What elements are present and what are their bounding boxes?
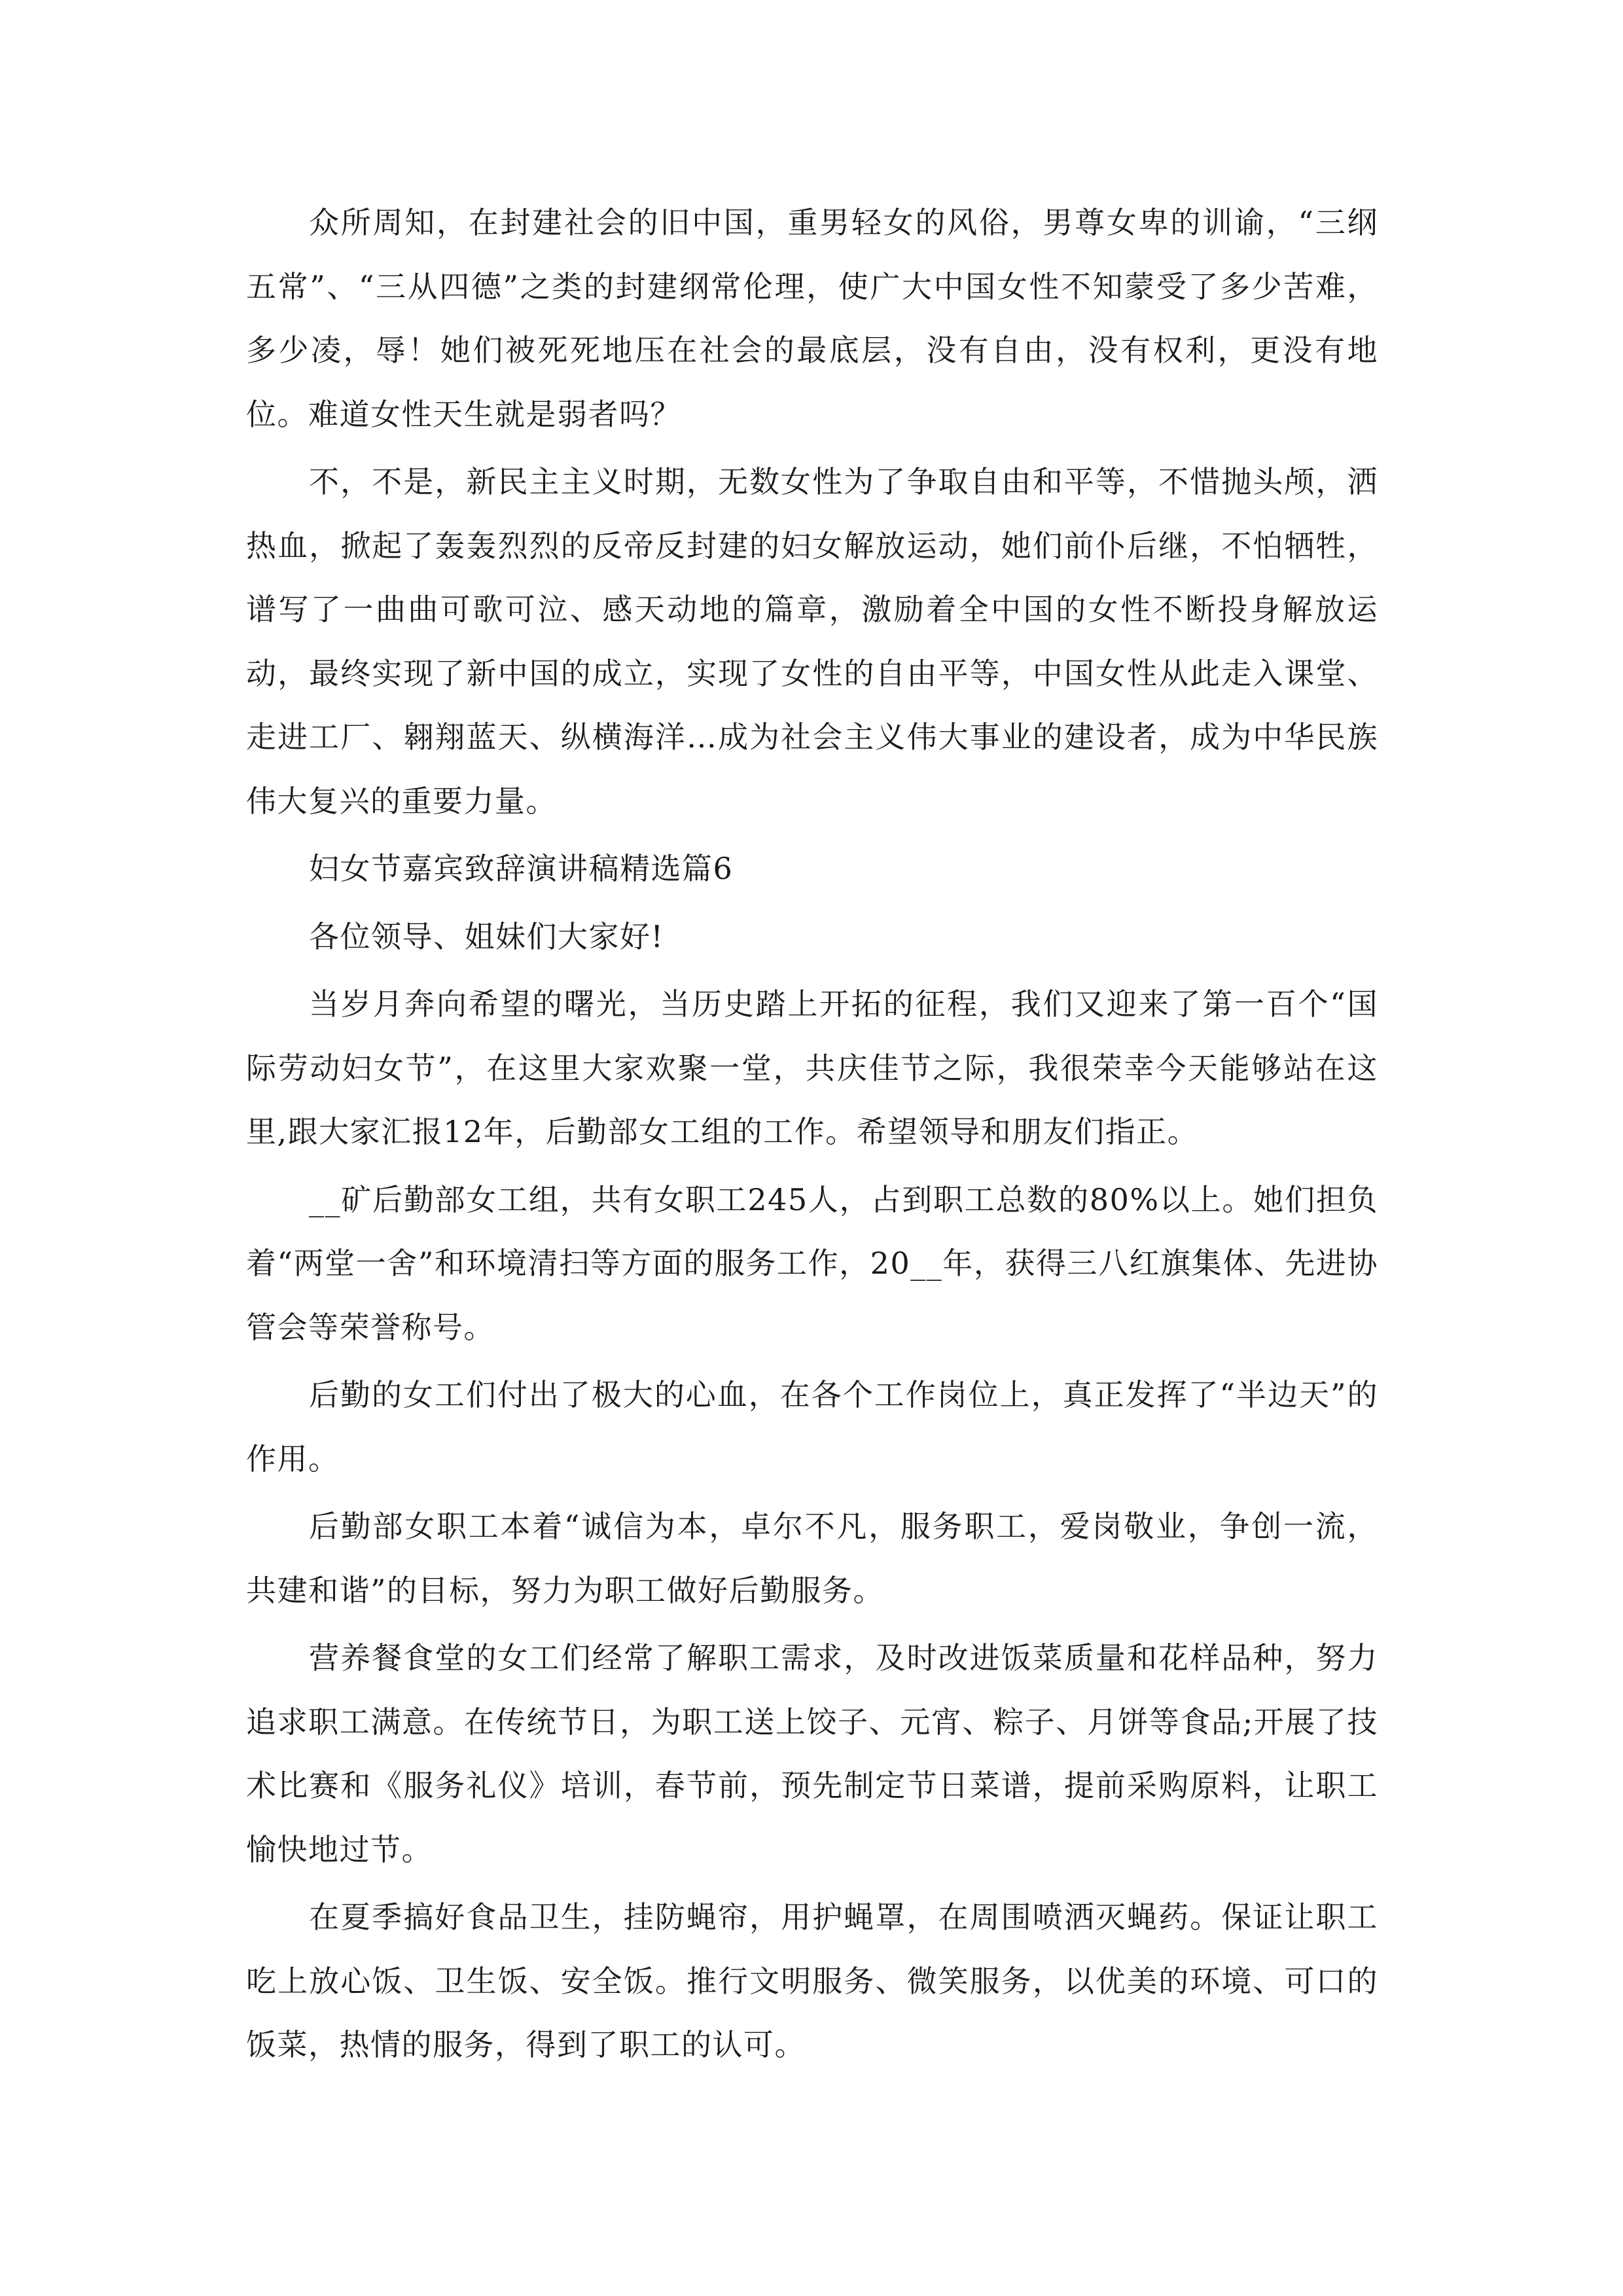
paragraph-liberation-movement: 不，不是，新民主主义时期，无数女性为了争取自由和平等，不惜抛头颅，洒热血，掀起了轰轰烈烈的反帝反封建的妇女解放运动，她们前仆后继，不怕牺牲，谱写了一曲曲可歌可泣、感天动地的篇章，激励着全中国的女性不断投身解放运动，最终实现了新中国的成立，实现了女性的自由平等，中国女性从此走入课堂、走进工厂、翱翔蓝天、纵横海洋…成为社会主义伟大事业的建设者，成为中华民族伟大复兴的重要力量。 bbox=[246, 464, 1378, 819]
paragraph-canteen: 营养餐食堂的女工们经常了解职工需求，及时改进饭菜质量和花样品种，努力追求职工满意。在传统节日，为职工送上饺子、元宵、粽子、月饼等食品;开展了技术比赛和《服务礼仪》培训，春节前，预先制定节日菜谱，提前采购原料，让职工愉快地过节。 bbox=[246, 1640, 1378, 1867]
paragraph-greeting: 各位领导、姐妹们大家好! bbox=[309, 918, 664, 954]
paragraph-goals: 后勤部女职工本着“诚信为本，卓尔不凡，服务职工，爱岗敬业，争创一流，共建和谐”的目标，努力为职工做好后勤服务。 bbox=[246, 1509, 1378, 1608]
paragraph-intro-history: 众所周知，在封建社会的旧中国，重男轻女的风俗，男尊女卑的训谕，“三纲五常”、“三从四德”之类的封建纲常伦理，使广大中国女性不知蒙受了多少苦难，多少凌，辱！她们被死死地压在社会的最底层，没有自由，没有权利，更没有地位。难道女性天生就是弱者吗？ bbox=[246, 205, 1378, 432]
paragraph-opening: 当岁月奔向希望的曙光，当历史踏上开拓的征程，我们又迎来了第一百个“国际劳动妇女节”，在这里大家欢聚一堂，共庆佳节之际，我很荣幸今天能够站在这里,跟大家汇报12年，后勤部女工组的工作。希望领导和朋友们指正。 bbox=[246, 986, 1378, 1149]
paragraph-hygiene: 在夏季搞好食品卫生，挂防蝇帘，用护蝇罩，在周围喷洒灭蝇药。保证让职工吃上放心饭、卫生饭、安全饭。推行文明服务、微笑服务，以优美的环境、可口的饭菜，热情的服务，得到了职工的认可。 bbox=[246, 1899, 1378, 2062]
paragraph-dedication: 后勤的女工们付出了极大的心血，在各个工作岗位上，真正发挥了“半边天”的作用。 bbox=[246, 1377, 1378, 1477]
section-heading: 妇女节嘉宾致辞演讲稿精选篇6 bbox=[309, 851, 734, 886]
document-body bbox=[246, 191, 1378, 2081]
paragraph-team-overview: __矿后勤部女工组，共有女职工245人，占到职工总数的80%以上。她们担负着“两堂一舍”和环境清扫等方面的服务工作，20__年，获得三八红旗集体、先进协管会等荣誉称号。 bbox=[246, 1181, 1378, 1345]
